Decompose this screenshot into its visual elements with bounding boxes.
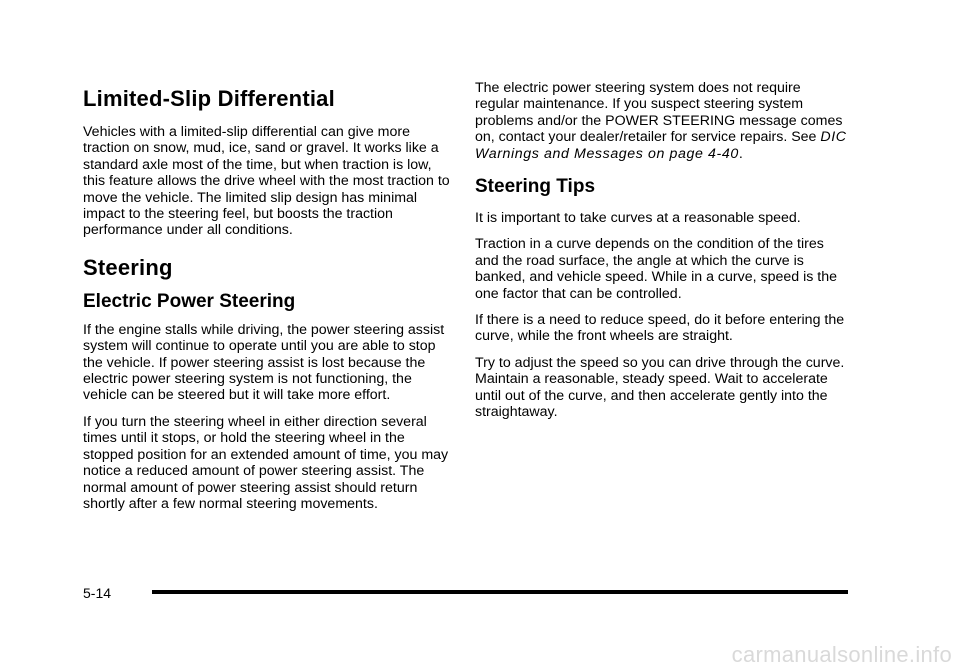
paragraph-tips-adjust: Try to adjust the speed so you can drive through the curve. Maintain a reasonable, steady speed. Wait to accelerate until out of the curve, and then accelerate gently into the straightaway. [475,354,845,421]
heading-limited-slip: Limited-Slip Differential [83,86,335,111]
heading-steering: Steering [83,254,173,280]
heading-steering-tips: Steering Tips [475,176,596,198]
maintenance-period: . [738,145,743,162]
paragraph-tips-reduce: If there is a need to reduce speed, do it before entering the curve, while the front wheels are straight. [475,312,845,345]
paragraph-eps-assist: If you turn the steering wheel in either direction several times until it stops, or hold the steering wheel in the stopped position for an extended amount of time, you may notice a reduced amount of power steering assist. The normal amount of power steering assist should return shortly after a few normal steering movements. [83,413,449,512]
footer-divider [152,590,848,594]
heading-electric-power-steering: Electric Power Steering [83,290,296,312]
paragraph-eps-stall: If the engine stalls while driving, the power steering assist system will continue to operate until you are able to stop the vehicle. If power steering assist is lost because the electric power steering system is not functioning, the vehicle can be steered but it will take more effort. [83,321,445,404]
right-column [475,80,847,431]
paragraph-tips-speed: It is important to take curves at a reasonable speed. [475,210,801,227]
paragraph-limited-slip: Vehicles with a limited-slip differential can give more traction on snow, mud, ice, sand or gravel. It works like a standard axle most of the time, but when traction is low, this feature allows the drive wheel with the most traction to move the vehicle. The limited slip design has minimal impact to the steering feel, but boosts the traction performance under all conditions. [83,124,450,239]
page-number: 5-14 [83,585,112,601]
paragraph-maintenance [475,80,847,162]
left-column [83,74,455,522]
paragraph-tips-traction: Traction in a curve depends on the condition of the tires and the road surface, the angle at which the curve is banked, and vehicle speed. While in a curve, speed is the one factor that can be controlled. [475,236,838,302]
maintenance-text: The electric power steering system does not require regular maintenance. If you suspect steering system problems and/or the POWER STEERING message comes on, contact your dealer/retailer for service repairs. See [475,80,843,146]
watermark: carmanualsonline.info [731,642,952,667]
cross-reference-link[interactable]: DIC Warnings and Messages on page 4-40 [475,129,847,162]
